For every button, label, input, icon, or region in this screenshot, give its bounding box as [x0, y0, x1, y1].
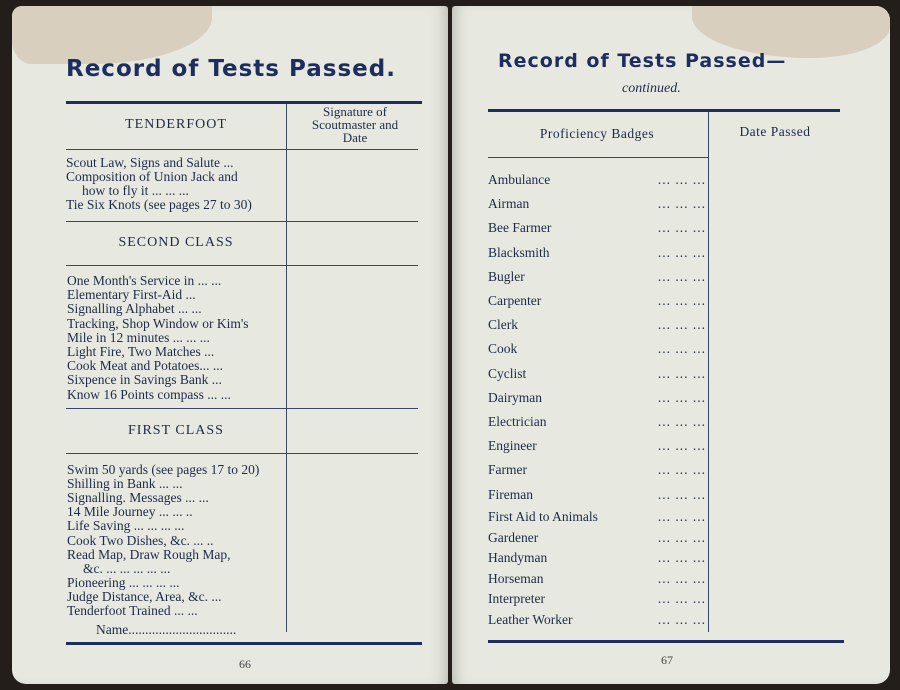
page-number: 66	[239, 657, 251, 671]
badge-name: Gardener	[488, 529, 539, 545]
badge-name: First Aid to Animals	[488, 509, 598, 524]
badge-row	[488, 530, 706, 546]
list-item: Pioneering ... ... ... ...	[67, 574, 180, 590]
badge-name: Dairyman	[488, 389, 542, 405]
right-page	[452, 6, 890, 684]
badge-row	[488, 550, 706, 566]
badge-name: Engineer	[488, 438, 537, 454]
badge-row	[488, 220, 706, 236]
proficiency-badges-header: Proficiency Badges	[539, 126, 655, 141]
bottom-rule	[66, 642, 422, 645]
badge-row	[488, 612, 706, 628]
first-class-header: FIRST CLASS	[128, 423, 224, 438]
leader-dots: ... ... ...	[657, 462, 706, 478]
list-item: &c. ... ... ... ... ...	[83, 560, 171, 576]
badge-row	[488, 462, 706, 478]
leader-dots: ... ... ...	[657, 341, 706, 357]
section-rule	[66, 265, 418, 266]
list-item: Tie Six Knots (see pages 27 to 30)	[66, 197, 252, 212]
column-divider	[708, 112, 709, 632]
left-page	[12, 6, 448, 684]
second-class-header: SECOND CLASS	[118, 235, 234, 250]
list-item: Life Saving ... ... ... ...	[67, 518, 185, 534]
page-title: Record of Tests Passed.	[66, 56, 396, 82]
badge-name: Horseman	[488, 570, 544, 586]
continued-label: continued.	[622, 81, 681, 96]
leader-dots: ... ... ...	[657, 438, 706, 454]
list-item: Mile in 12 minutes ... ... ...	[67, 329, 210, 345]
badge-row	[488, 341, 706, 357]
list-item: Signalling Alphabet ... ...	[67, 301, 202, 317]
leader-dots: ... ... ...	[657, 317, 706, 333]
list-item: One Month's Service in ... ...	[67, 273, 222, 288]
date-passed-header: Date Passed	[739, 124, 811, 139]
list-item: Elementary First-Aid ...	[67, 287, 196, 303]
badge-row	[488, 293, 706, 309]
list-item: how to fly it ... ... ...	[82, 183, 189, 198]
badge-name: Fireman	[488, 486, 533, 502]
leader-dots: ... ... ...	[657, 486, 706, 502]
leader-dots: ... ... ...	[657, 196, 706, 212]
bottom-rule	[488, 640, 844, 643]
badge-row	[488, 317, 706, 333]
badge-name: Leather Worker	[488, 612, 573, 627]
badge-row	[488, 591, 706, 607]
list-item: 14 Mile Journey ... ... ..	[67, 504, 193, 520]
leader-dots: ... ... ...	[657, 550, 706, 566]
leader-dots: ... ... ...	[657, 365, 706, 381]
header-rule	[66, 149, 418, 150]
list-item: Cook Two Dishes, &c. ... ..	[67, 532, 214, 548]
list-item: Read Map, Draw Rough Map,	[67, 546, 231, 562]
badge-row	[488, 390, 706, 406]
badge-name: Ambulance	[488, 172, 551, 187]
name-field-label: Name................................	[96, 622, 237, 637]
badge-row	[488, 438, 706, 454]
section-rule	[66, 408, 418, 409]
badge-row	[488, 196, 706, 212]
badge-name: Bugler	[488, 268, 525, 284]
leader-dots: ... ... ...	[657, 612, 706, 627]
leader-dots: ... ... ...	[657, 172, 706, 187]
badge-name: Interpreter	[488, 591, 545, 607]
column-divider	[286, 104, 287, 632]
badge-name: Cyclist	[488, 365, 527, 381]
list-item: Scout Law, Signs and Salute ...	[66, 155, 234, 170]
badge-name: Blacksmith	[488, 244, 550, 260]
badge-name: Handyman	[488, 550, 548, 566]
page-number: 67	[661, 653, 673, 667]
badge-row	[488, 414, 706, 430]
badge-row	[488, 487, 706, 503]
badge-name: Carpenter	[488, 293, 542, 308]
list-item: Light Fire, Two Matches ...	[67, 344, 215, 359]
list-item: Sixpence in Savings Bank ...	[67, 372, 222, 388]
badge-name: Cook	[488, 341, 518, 357]
list-item: Know 16 Points compass ... ...	[67, 386, 231, 402]
tenderfoot-header: TENDERFOOT	[125, 117, 227, 132]
top-rule	[488, 109, 840, 112]
badge-name: Airman	[488, 196, 530, 212]
leader-dots: ... ... ...	[657, 529, 706, 545]
page-title: Record of Tests Passed—	[498, 50, 787, 72]
badge-name: Electrician	[488, 414, 547, 429]
badge-name: Clerk	[488, 317, 518, 333]
leader-dots: ... ... ...	[657, 570, 706, 586]
leader-dots: ... ... ...	[657, 389, 706, 405]
list-item: Tracking, Shop Window or Kim's	[67, 315, 249, 331]
badge-name: Bee Farmer	[488, 220, 552, 236]
list-item: Signalling. Messages ... ...	[67, 490, 209, 506]
leader-dots: ... ... ...	[657, 268, 706, 284]
leader-dots: ... ... ...	[657, 414, 706, 429]
badge-row	[488, 172, 706, 188]
leader-dots: ... ... ...	[657, 293, 706, 308]
list-item: Shilling in Bank ... ...	[67, 476, 183, 492]
leader-dots: ... ... ...	[657, 220, 706, 236]
list-item: Tenderfoot Trained ... ...	[67, 603, 198, 618]
leader-dots: ... ... ...	[657, 509, 706, 524]
section-rule	[66, 221, 418, 222]
header-rule	[488, 157, 708, 158]
list-item: Swim 50 yards (see pages 17 to 20)	[67, 462, 260, 477]
badge-row	[488, 269, 706, 285]
badge-row	[488, 571, 706, 587]
leader-dots: ... ... ...	[657, 591, 706, 607]
badge-row	[488, 509, 706, 525]
list-item: Judge Distance, Area, &c. ...	[67, 588, 222, 604]
badge-name: Farmer	[488, 462, 527, 478]
list-item: Cook Meat and Potatoes... ...	[67, 358, 223, 374]
list-item: Composition of Union Jack and	[66, 169, 238, 184]
section-rule	[66, 453, 418, 454]
leader-dots: ... ... ...	[657, 244, 706, 260]
badge-row	[488, 245, 706, 261]
badge-row	[488, 366, 706, 382]
signature-header: Signature of Scoutmaster and Date	[311, 104, 399, 145]
